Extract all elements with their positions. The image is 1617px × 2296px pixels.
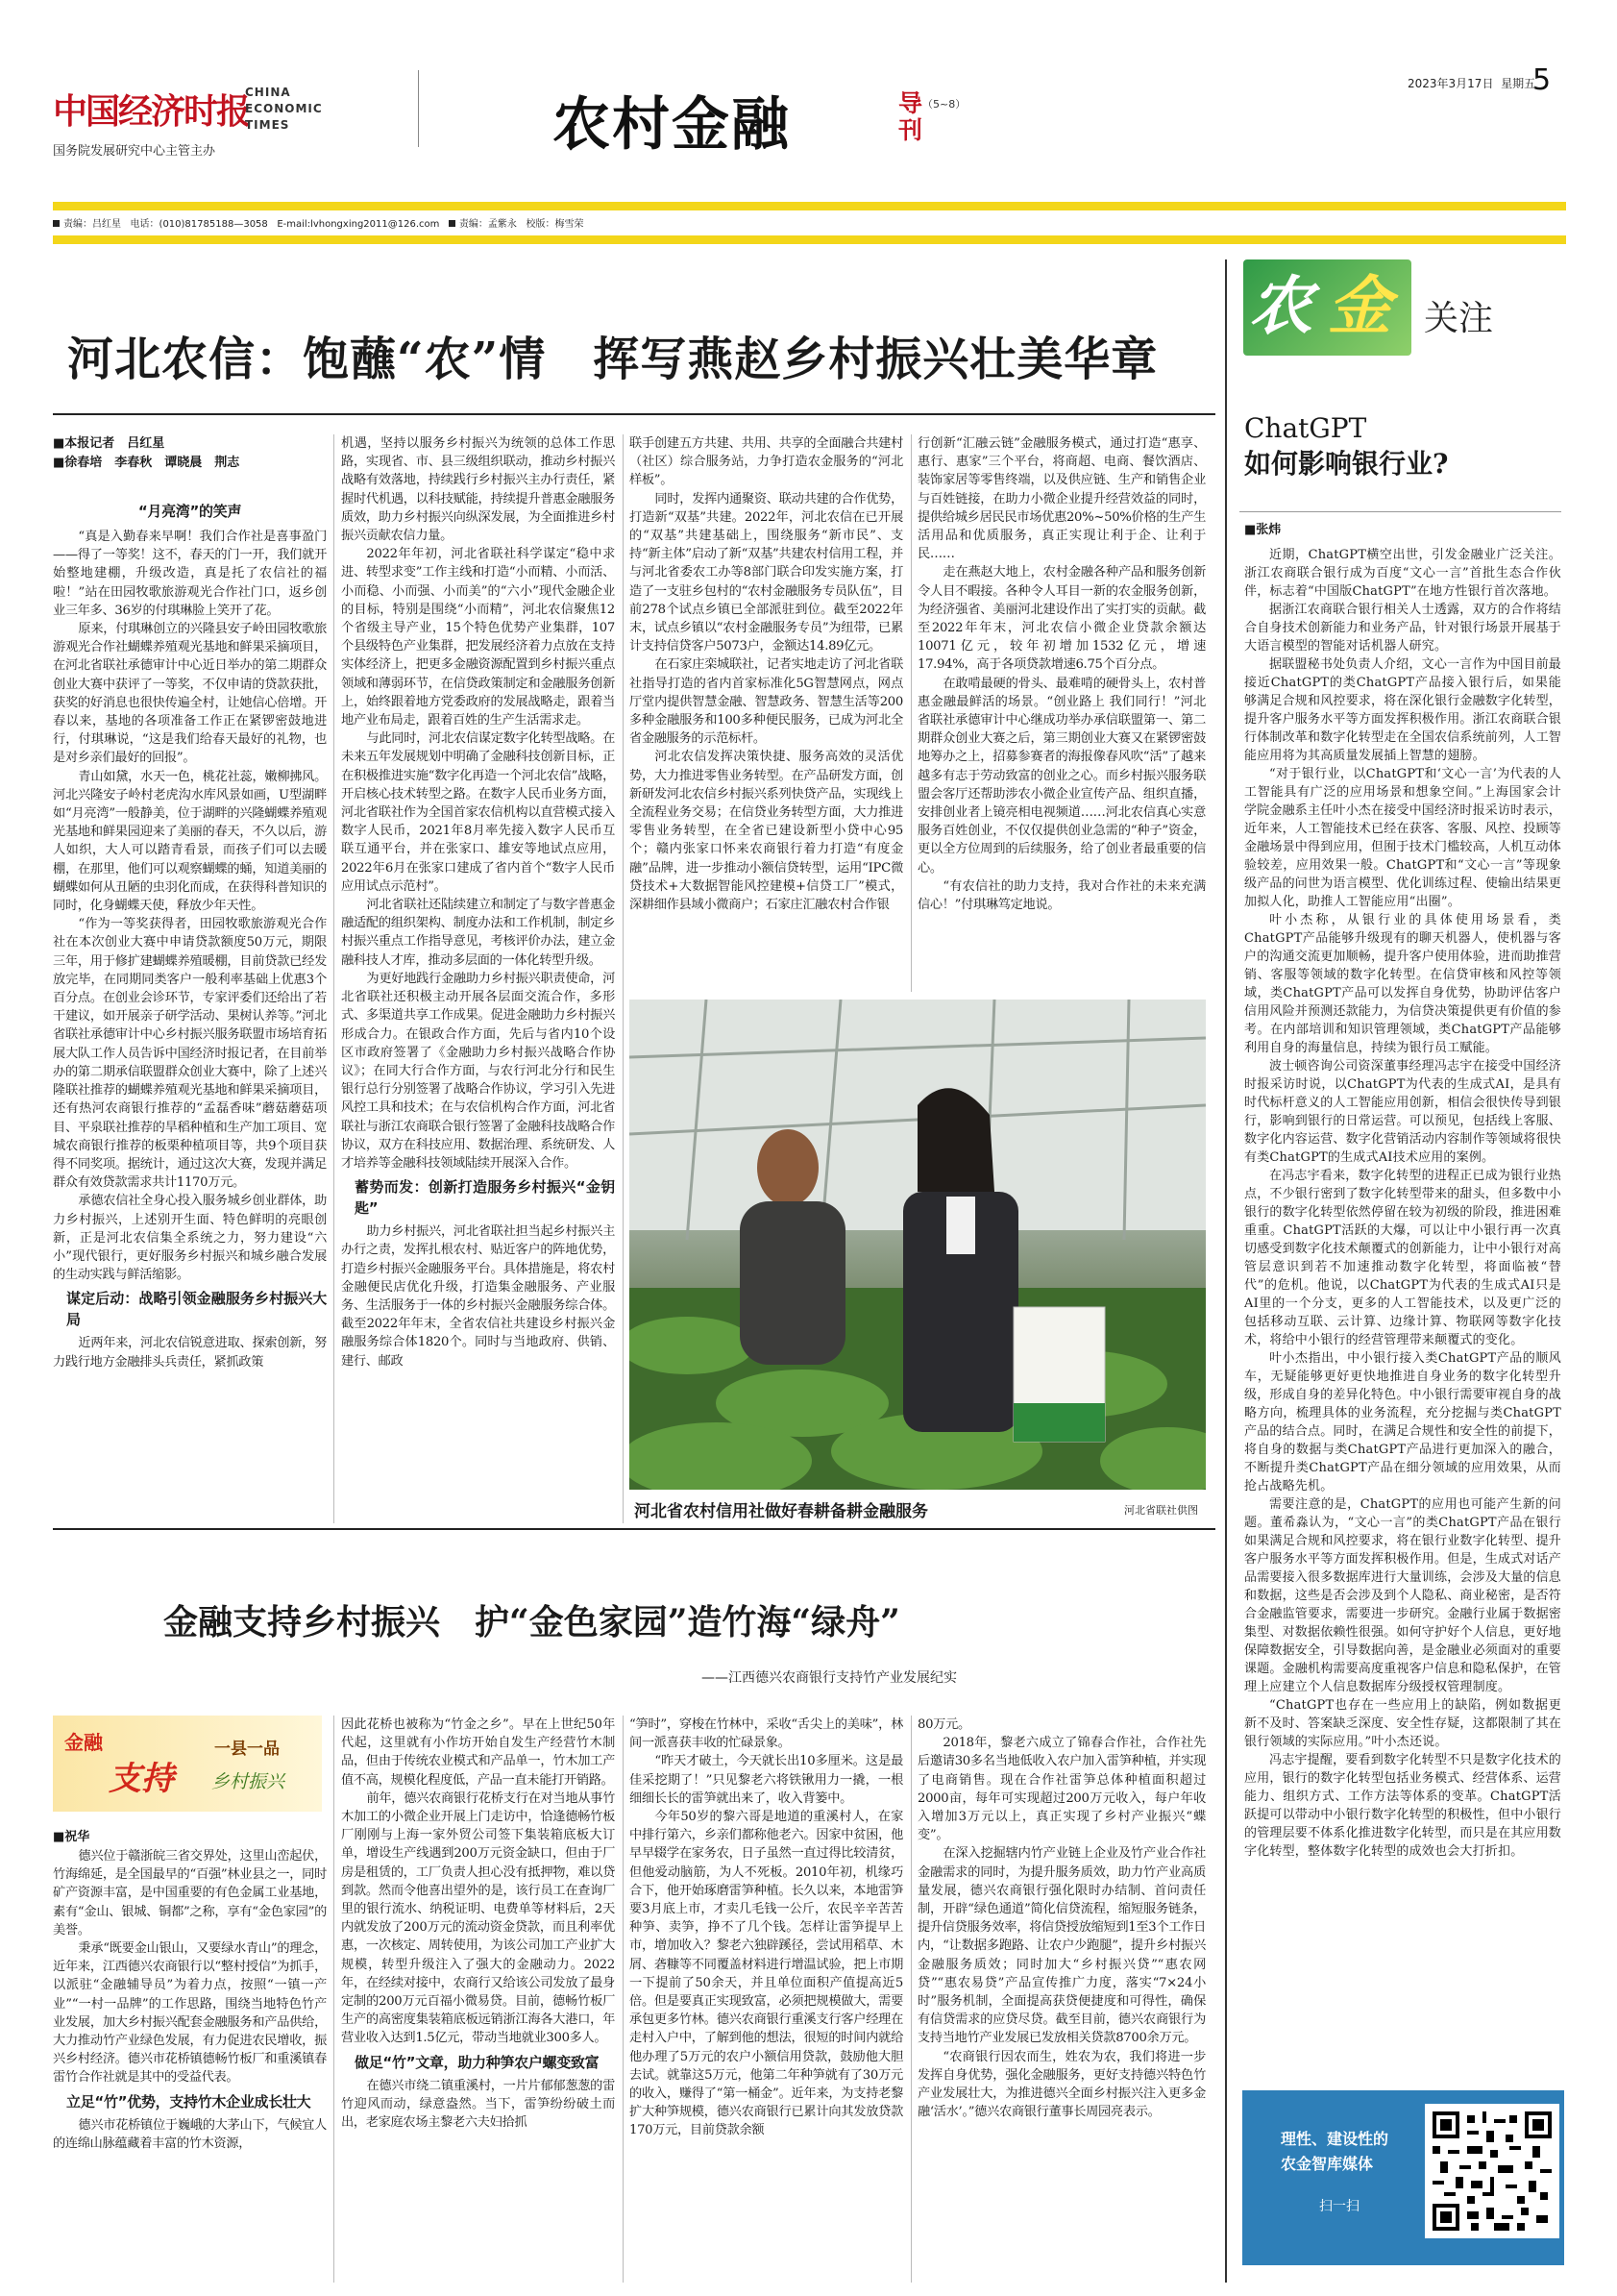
section-rule	[53, 1528, 1215, 1530]
logo-en-line: TIMES	[245, 118, 290, 132]
subheading: 蓄势而发：创新打造服务乡村振兴“金钥匙”	[355, 1178, 615, 1218]
badge-word-4: 乡村振兴	[211, 1771, 285, 1792]
badge-word-2: 支持	[109, 1760, 174, 1798]
subheading: 谋定后动：战略引领金融服务乡村振兴大局	[66, 1290, 327, 1329]
article1-col2	[341, 434, 615, 1523]
paragraph: “昨天才破土，今天就长出10多厘米。这是最佳采挖期了！”只见黎老六将铁锹用力一撬，一根细细长长的雷笋就出来了，收入背篓中。	[629, 1754, 903, 1806]
section-tag-text: 导刊	[898, 89, 923, 144]
article2-subtitle: ——江西德兴农商银行支持竹产业发展纪实	[701, 1670, 957, 1686]
qr-cta[interactable]: 扫一扫	[1319, 2199, 1360, 2214]
paragraph: 承德农信社全身心投入服务城乡创业群体，助力乡村振兴，上述别开生面、特色鲜明的亮眼创新，正是河北农信集全系统之力，努力建设“六小”现代银行，更好服务乡村振兴和城乡融合发展的生动实践与鲜活缩影。	[53, 1194, 327, 1283]
paragraph: 近两年来，河北农信锐意进取、探索创新，努力践行地方金融排头兵责任，紧抓政策	[53, 1336, 327, 1370]
byline-author: ■祝华	[53, 1830, 90, 1844]
column-divider	[911, 434, 912, 992]
paragraph: 同时，发挥内通聚资、联动共建的合作优势，打造新“双基”共建。2022年，河北农信在已开展的“双基”共建基础上，围绕服务“新市民”、支持“新主体”启动了新“双基”共建农村信用工程，并与河北省委农工办等8部门联合印发实施方案，打造了一支驻乡包村的“农村金融服务专员队伍”，目前278个试点乡镇已全部派驻到位。截至2022年末，试点乡镇以“农村金融服务专员”为纽带，已累计支持信贷客户5073户，金额达14.89亿元。	[629, 491, 903, 654]
paragraph: 在冯志宇看来，数字化转型的进程正已成为银行业热点，不少银行密到了数字化转型带来的甜头，但多数中小银行的数字化转型依然停留在较为初级的阶段，推进困难重重。ChatGPT活跃的大爆，可以让中小银行再一次真切感受到数字化技术颠覆式的创新能力，让中小银行对高管层意识到若不加速推动数字化转型，将面临被“替代”的危机。他说，以ChatGPT为代表的生成式AI只是AI里的一个分支，更多的人工智能技术，以及更广泛的包括移动互联、云计算、边缘计算、物联网等数字化技术，将给中小银行的经营管理带来颠覆式的变化。	[1244, 1169, 1561, 1347]
column-divider	[333, 434, 334, 1523]
info-bar-stripe-bottom	[53, 235, 1566, 244]
paragraph: 今年50岁的黎六哥是地道的重溪村人，在家中排行第六，乡亲们都称他老六。因家中贫困，他早早辍学在家务农，日子虽然一直过得比较清贫，但他爱动脑筋，为人不死板。2010年初，机缘巧合下，他开始琢磨雷笋种植。长久以来，本地雷笋要3月底上市，才卖几毛钱一公斤，农民辛辛苦苦种笋、卖笋，挣不了几个钱。怎样让雷笋提早上市，增加收入？黎老六独辟蹊径，尝试用稻草、木屑、砻糠等不同覆盖材料进行增温试验，把上市期一下提前了50余天，并且单位面积产值提高近5倍。但是要真正实现致富，必须把规模做大，需要承包更多竹林。德兴农商银行重溪支行客户经理在走村入户中，了解到他的想法，很短的时间内就给他办理了5万元的农户小额信用贷款，鼓励他大胆去试。就靠这5万元，他第二年种笋就有了30万元的收入，赚得了“第一桶金”。近年来，为支持老黎扩大种笋规模，德兴农商银行已累计向其发放贷款170万元，目前贷款余额	[629, 1810, 903, 2138]
paragraph: 近期，ChatGPT横空出世，引发金融业广泛关注。浙江农商联合银行成为百度“文心一言”首批生态合作伙伴，标志着“中国版ChatGPT”在地方性银行首次落地。	[1244, 548, 1561, 599]
paragraph: 据联盟秘书处负责人介绍，文心一言作为中国目前最接近ChatGPT的类ChatGPT产品接入银行后，如果能够满足合规和风控要求，将在深化银行金融数字化转型，提升客户服务水平等方面发挥积极作用。浙江农商联合银行体制改革和数字化转型走在全国农信系统前列，人工智能应用将为其高质量发展插上智慧的翅膀。	[1244, 657, 1561, 763]
paragraph: 行创新“汇融云链”金融服务模式，通过打造“惠享、惠行、惠家”三个平台，将商超、电商、餐饮酒店、装饰家居等零售终端，以及供应链、生产和销售企业与百姓链接，在助力小微企业提升经营效益的同时，提供给城乡居民民市场优惠20%~50%价格的生产生活用品和优质服务，真正实现让利于企、让利于民……	[918, 436, 1206, 562]
article1-col3	[629, 434, 903, 992]
editor-text: 责编：吕红星	[63, 219, 121, 230]
paragraph: 在深入挖掘辖内竹产业链上企业及竹产业合作社金融需求的同时，为提升服务质效，助力竹产业高质量发展，德兴农商银行强化限时办结制、首问责任制，开辟“绿色通道”简化信贷流程，缩短服务链条，提升信贷服务效率，将信贷授放缩短到1至3个工作日内，“让数据多跑路、让农户少跑腿”，提升乡村振兴金融服务质效；同时加大“乡村振兴贷”“惠农网贷”“惠农易贷”产品宣传推广力度，落实“7×24小时”服务机制，全面提高获贷便捷度和可得性，确保有信贷需求的应贷尽贷。截至目前，德兴农商银行为支持当地竹产业发展已发放相关贷款8700余万元。	[918, 1846, 1206, 2046]
column-banner	[1239, 258, 1566, 358]
section-range: （5~8）	[922, 98, 967, 111]
column-headline	[1244, 411, 1561, 482]
subheading: 做足“竹”文章，助力种笋农户螺变致富	[355, 2053, 600, 2071]
article1-col4	[918, 434, 1206, 992]
column-divider	[623, 434, 624, 1523]
date-text: 2023年3月17日	[1408, 77, 1494, 90]
paragraph: 走在燕赵大地上，农村金融各种产品和服务创新令人目不暇接。各种令人耳目一新的农金服务创新，为经济强省、美丽河北建设作出了实打实的贡献。截至2022年年末，河北农信小微企业贷款余额达10071亿元，较年初增加1532亿元，增速17.94%，高于各项贷款增速6.75个百分点。	[918, 565, 1206, 673]
paragraph: 青山如黛，水天一色，桃花社蕊，嫩柳拂风。河北兴隆安子岭村老虎沟水库风景如画，U型湖畔如“月亮湾”一般静美，位于湖畔的兴隆蝴蝶养殖观光基地和鲜果园迎来了美丽的春天，不久以后，游人如织，大人可以踏青看景，而孩子们可以去暖棚，在那里，他们可以观察蝴蝶的蛹，知道美丽的蝴蝶如何从丑陋的虫羽化而成，在获得科普知识的同时，化身蝴蝶天使，释放少年天性。	[53, 769, 327, 914]
section-title: 农村金融	[552, 91, 791, 159]
column-headline-line2: 如何影响银行业?	[1244, 448, 1449, 480]
column-body	[1244, 546, 1561, 2093]
logo-en	[245, 85, 323, 134]
paragraph: 叶小杰指出，中小银行接入类ChatGPT产品的顺风车，无疑能够更好更快地推进自身业务的数字化转型升级，形成自身的差异化特色。中小银行需要审视自身的战略方向，梳理具体的业务流程，充分挖掘与类ChatGPT产品的结合点。同时，在满足合规性和安全性的前提下，将自身的数据与类ChatGPT产品进行更加深入的融合，不断提升类ChatGPT产品在细分领域的应用效果，从而抢占战略先机。	[1244, 1351, 1561, 1494]
photo-caption: 河北省农村信用社做好春耕备耕金融服务	[634, 1502, 928, 1521]
article1-headline: 河北农信：饱蘸“农”情 挥写燕赵乡村振兴壮美华章	[67, 333, 1159, 386]
paragraph: 机遇，坚持以服务乡村振兴为统领的总体工作思路，实现省、市、县三级组织联动，推动乡村振兴战略有效落地，持续践行乡村振兴主办行责任，紧握时代机遇，以科技赋能，持续提升普惠金融服务质效，助力乡村振兴向纵深发展，为全面推进乡村振兴贡献农信力量。	[341, 436, 615, 544]
paragraph: “有农信社的助力支持，我对合作社的未来充满信心！”付琪琳笃定地说。	[918, 878, 1206, 913]
banner-title-a: 农	[1249, 268, 1312, 343]
qr-line1: 理性、建设性的	[1281, 2130, 1389, 2148]
page-number: 5	[1532, 63, 1552, 97]
article2-col4	[918, 1716, 1206, 2283]
paragraph: 助力乡村振兴，河北省联社担当起乡村振兴主办行之责，发挥扎根农村、贴近客户的阵地优势，打造乡村振兴金融服务平台。具体措施是，将农村金融便民店优化升级，打造集金融服务、产业服务、生活服务于一体的乡村振兴金融服务综合体。截至2022年年末，全省农信社共建设乡村振兴金融服务综合体1820个。同时与当地政府、供销、建行、邮政	[341, 1224, 615, 1369]
paragraph: 在敢啃最硬的骨头、最难啃的硬骨头上，农村普惠金融最鲜活的场景。“创业路上 我们同行！”河北省联社承德审计中心继成功举办承信联盟第一、第二期群众创业大赛之后，第三期创业大赛又在紧锣密鼓地筹办之上，招募参赛者的海报像春风吹“活”了越来越多有志于劳动致富的创业之心。而乡村振兴服务联盟会客厅还帮助涉农小微企业宣传产品、组织直播，安排创业者上镜亮相电视频道……河北农信真心实意服务百姓创业，不仅仅提供创业急需的“种子”资金，更以全方位周到的后续服务，给了创业者最重要的信心。	[918, 676, 1206, 876]
paragraph: “笋时”，穿梭在竹林中，采收“舌尖上的美味”，林间一派喜获丰收的忙碌景象。	[629, 1717, 903, 1751]
column-byline-rule	[1239, 511, 1561, 512]
issue-date	[1408, 75, 1535, 91]
info-bar-stripe	[53, 202, 1566, 210]
article1-col1	[53, 495, 327, 1523]
paragraph: 德兴位于赣浙皖三省交界处，这里山峦起伏，竹海绵延，是全国最早的“百强”林业县之一，同时矿产资源丰富，是中国重要的有色金属工业基地，素有“金山、银城、铜都”之称，享有“金色家园”的美誉。	[53, 1849, 327, 1938]
typesetter-text: 责编：孟紫永	[458, 219, 517, 230]
logo-en-line: ECONOMIC	[245, 102, 323, 115]
badge-word-1: 金融	[64, 1731, 103, 1754]
article1-photo	[629, 1000, 1206, 1490]
paragraph: 河北省联社还陆续建立和制定了与数字普惠金融适配的组织架构、制度办法和工作机制，制定乡村振兴重点工作指导意见，考核评价办法，建立金融科技人才库，推动多层面的一体化转型升级。	[341, 898, 615, 968]
article2-byline	[53, 1826, 89, 1844]
badge-word-3: 一县一品	[214, 1740, 280, 1759]
proof-text: 校版：梅雪荣	[526, 219, 584, 230]
column-divider	[333, 1716, 334, 2283]
paragraph: 前年，德兴农商银行花桥支行在对当地从事竹木加工的小微企业开展上门走访中，恰逢德畅竹板厂刚刚与上海一家外贸公司签下集装箱底板大订单，增设生产线遇到200万元资金缺口，但由于厂房是租赁的，工厂负责人担心没有抵押物，难以贷到款。然而令他喜出望外的是，该行员工在查询厂里的银行流水、纳税证明、电费单等材料后，2天内就发放了200万元的流动资金贷款，而且利率优惠，一次核定、周转使用，为该公司加工产业扩大规模，转型升级注入了强大的金融动力。2022年，在经续对接中，农商行又给该公司发放了最身定制的200万元百福小微易贷。目前，德畅竹板厂生产的高密度集装箱底板远销浙江海各大港口，年营业收入达到1.5亿元，带动当地就业300多人。	[341, 1790, 615, 2046]
article2-col3	[629, 1716, 903, 2283]
paragraph: “农商银行因农而生，姓农为农，我们将进一步发挥自身优势，强化金融服务，更好支持德兴特色竹产业发展壮大，为推进德兴全面乡村振兴注入更多金融‘活水’。”德兴农商银行董事长周园亮表示。	[918, 2049, 1206, 2120]
paragraph: 联手创建五方共建、共用、共享的全面融合共建村（社区）综合服务站，力争打造农金服务的“河北样板”。	[629, 436, 903, 488]
column-headline-line1: ChatGPT	[1244, 412, 1367, 444]
paragraph: 原来，付琪琳创立的兴隆县安子岭田园牧歌旅游观光合作社蝴蝶养殖观光基地和鲜果采摘项目，在河北省联社承德审计中心近日举办的第二期群众创业大赛中获评了一等奖，不仅申请的贷款获批，获奖的好消息也很快传遍全村，让她信心倍增。开春以来，基地的各项准备工作正在紧锣密鼓地进行，付琪琳说，“这是我们给春天最好的礼物，也是对乡亲们最好的回报”。	[53, 622, 327, 766]
banner-title-b: 金	[1328, 268, 1391, 343]
byline-reporter: ■本报记者 吕红星	[53, 436, 165, 451]
paragraph: 在德兴市绕二镇重溪村，一片片郁郁葱葱的雷竹迎风而动，绿意盎然。当下，雷笋纷纷破土而出，老家庭农场主黎老六夫妇拾抓	[341, 2078, 615, 2131]
phone-text: 电话：(010)81785188—3058	[130, 219, 268, 230]
paragraph: “作为一等奖获得者，田园牧歌旅游观光合作社在本次创业大赛中申请贷款额度50万元，期限三年，用于修扩建蝴蝶养殖暖棚，目前贷款已经发放完毕，在同期同类客户一般利率基础上优惠3个百分点。在创业会诊环节，专家评委们还给出了若干建议，如开展亲子研学活动、果树认养等。”河北省联社承德审计中心乡村振兴服务联盟市场培育拓展大队工作人员告诉中国经济时报记者，在目前举办的第二期承信联盟群众创业大赛中，除了上述兴隆联社推荐的蝴蝶养殖观光基地和鲜果采摘项目，还有热河农商银行推荐的“孟磊香味”蘑菇蘑菇项目、平泉联社推荐的旱稻种植和生产加工项目、宽城农商银行推荐的板栗种植项目等，共9个项目获得不同奖项。据统计，通过这次大赛，发现并满足群众有效贷款需求共计1170万元。	[53, 917, 327, 1191]
photo-scene	[629, 1000, 1206, 1490]
headline-rule	[53, 413, 1215, 415]
qr-code-graphic	[1433, 2111, 1552, 2231]
paragraph: 为更好地践行金融助力乡村振兴职责使命，河北省联社还积极主动开展各层面交流合作，多形式、多渠道共享工作成果。促进金融助力乡村振兴形成合力。在银政合作方面，先后与省内10个设区市政府签署了《金融助力乡村振兴战略合作协议》；在同大行合作方面，与农行河北分行和民生银行总行分别签署了战略合作协议，学习引入先进风控工具和技术；在与农信机构合作方面，河北省联社与浙江农商联合银行签署了金融科技战略合作协议，双方在科技应用、数据治理、系统研发、人才培养等金融科技领域陆续开展深入合作。	[341, 971, 615, 1171]
paragraph: 80万元。	[918, 1717, 970, 1732]
byline-contributors: ■徐春培 李春秋 谭晓晨 荆志	[53, 456, 240, 470]
qr-code-icon[interactable]	[1425, 2104, 1559, 2238]
paragraph: 与此同时，河北农信谋定数字化转型战略。在未来五年发展规划中明确了金融科技创新目标，正在积极推进实施“数字化再造一个河北农信”战略，开启核心技术转型之路。在数字人民币业务方面，河北省联社作为全国首家农信机构以直营模式接入数字人民币，2021年8月率先接入数字人民币互联互通平台，并在张家口、雄安等地试点应用，2022年6月在张家口建成了省内首个“数字人民币应用试点示范村”。	[341, 731, 615, 894]
email-text: E-mail:lvhongxing2011@126.com	[277, 219, 440, 230]
paragraph: 因此花桥也被称为“竹金之乡”。早在上世纪50年代起，这里就有小作坊开始自发生产经营竹木制品，但由于传统农业模式和产品单一，竹木加工产值不高，规模化程度低，产品一直未能打开销路。	[341, 1717, 615, 1788]
info-bar	[53, 202, 1566, 244]
paragraph: 在石家庄栾城联社，记者实地走访了河北省联社指导打造的省内首家标准化5G智慧网点，网点厅堂内提供智慧金融、智慧政务、智慧生活等200多种金融服务和100多种便民服务，已成为河北全省金融服务的示范标杆。	[629, 657, 903, 747]
column-divider	[623, 1716, 624, 2283]
paragraph: “真是入勤春来早啊！我们合作社是喜事盈门——得了一等奖！这不，春天的门一开，我们就开始整地建棚，升级改造，真是托了农信社的福啦！”站在田园牧歌旅游观光合作社门口，返乡创业三年多、36岁的付琪琳脸上笑开了花。	[53, 530, 327, 618]
sidebar-divider	[1225, 259, 1227, 2283]
column-byline: ■张炜	[1244, 523, 1282, 537]
square-icon	[53, 220, 60, 227]
paragraph: 德兴市花桥镇位于巍峨的大茅山下，气候宜人的连绵山脉蕴藏着丰富的竹木资源，	[53, 2117, 327, 2151]
paragraph: 秉承“既要金山银山，又要绿水青山”的理念，近年来，江西德兴农商银行以“整村授信”为抓手，以派驻“金融辅导员”为着力点，按照“一镇一产业”“一村一品牌”的工作思路，围绕当地特色竹产业发展，加大乡村振兴配套金融服务和产品供给，大力推动竹产业绿色发展，有力促进农民增收，振兴乡村经济。德兴市花桥镇德畅竹板厂和重溪镇春雷竹合作社就是其中的受益代表。	[53, 1941, 327, 2086]
article2-headline: 金融支持乡村振兴 护“金色家园”造竹海“绿舟”	[163, 1602, 900, 1642]
paragraph: 河北农信发挥决策快捷、服务高效的灵活优势，大力推进零售业务转型。在产品研发方面，创新研发河北农信乡村振兴系列快贷产品，实现线上全流程业务交易；在信贷业务转型方面，大力推进零售业务转型，在全省已建设新型小贷中心95个；赣内张家口怀来农商银行着力打造“有度金融”品牌，进一步推动小额信贷转型，运用“IPC微贷技术+大数据智能风控建模+信贷工厂”模式，深耕细作县域小微商户；石家庄汇融农村合作银	[629, 750, 903, 913]
paragraph: 冯志宇提醒，要看到数字化转型不只是数字化技术的应用，银行的数字化转型包括业务模式、经营体系、运营能力、组织方式、工作方法等体系的变革。ChatGPT活跃提可以带动中小银行数字化转型的积极性，但中小银行的管理层要不体系化推进数字化转型，而只是在其应用数字化转型，整体数字化转型的成效也会大打折扣。	[1244, 1753, 1561, 1859]
bag-stripe	[1014, 1403, 1105, 1442]
article2-col1	[53, 1847, 327, 2280]
banner-title-c: 关注	[1424, 299, 1494, 338]
article2-col2	[341, 1716, 615, 2283]
qr-promo	[1242, 2090, 1564, 2265]
paragraph: 2022年年初，河北省联社科学谋定“稳中求进、转型求变”工作主线和打造“小而精、小而活、小而稳、小而强、小而美”的“六小”现代金融企业的目标，特别是围绕“小而精”，河北农信聚焦12个省级主导产业，15个特色优势产业集群，107个县级特色产业集群，把发展经济着力点放在支持实体经济上，把更多金融资源配置到乡村振兴重点领域和薄弱环节，在信贷政策制定和金融服务创新上，始终跟着地方党委政府的发展战略走，跟着当地产业布局走，跟着百姓的生产生活需求走。	[341, 547, 615, 728]
newspaper-logo[interactable]: 中国经济时报	[53, 91, 250, 132]
weekday-text: 星期五	[1501, 77, 1536, 90]
logo-en-line: CHINA	[245, 86, 291, 99]
article2-badge	[53, 1716, 322, 1812]
subheading: “月亮湾”的笑声	[137, 503, 242, 520]
paragraph: 叶小杰称，从银行业的具体使用场景看，类ChatGPT产品能够升级现有的聊天机器人，使机器与客户的沟通交流更加顺畅，提升客户使用体验，进而助推营销、客服等领域的数字化转型。在信贷审核和风控等领域，类ChatGPT产品可以发挥自身优势，协助评估客户信用风险并预测还款能力，为信贷决策提供更有价值的参考。在内部培训和知识管理领域，类ChatGPT产品能够利用自身的海量信息，持续为银行员工赋能。	[1244, 913, 1561, 1055]
paragraph: 波士顿咨询公司资深董事经理冯志宇在接受中国经济时报采访时说，以ChatGPT为代表的生成式AI，是具有时代标杆意义的人工智能应用创新，相信会很快传导到银行，影响到银行的日常运营。可以预见，包括线上客服、数字化内容运营、数字化营销活动内容制作等领域将很快有类ChatGPT的生成式AI技术应用的案例。	[1244, 1059, 1561, 1165]
article1-byline	[53, 434, 341, 473]
square-icon	[449, 220, 455, 227]
paragraph: “ChatGPT也存在一些应用上的缺陷，例如数据更新不及时、答案缺乏深度、安全性存疑，这都限制了其在银行领域的实际应用。”叶小杰还说。	[1244, 1698, 1561, 1749]
sponsor-line: 国务院发展研究中心主管主办	[53, 144, 216, 159]
paragraph: 据浙江农商联合银行相关人士透露，双方的合作将结合自身技术创新能力和业务产品，针对银行场景开展基于大语言模型的智能对话机器人研究。	[1244, 603, 1561, 654]
masthead-divider	[418, 70, 419, 147]
qr-line2: 农金智库媒体	[1281, 2155, 1374, 2173]
masthead	[53, 56, 1566, 161]
paragraph: “对于银行业，以ChatGPT和‘文心一言’为代表的人工智能具有广泛的应用场景和想象空间。”上海国家会计学院金融系主任叶小杰在接受中国经济时报采访时表示，近年来，人工智能技术已经在获客、客服、风控、投顾等金融场景中得到应用，但囿于技术门槛较高，人机互动体验较差，应用效果一般。ChatGPT和“文心一言”等现象级产品的问世为语言模型、优化训练过程、使输出结果更加拟人化，助推人工智能应用“出圈”。	[1244, 767, 1561, 909]
paragraph: 需要注意的是，ChatGPT的应用也可能产生新的问题。董希淼认为，“文心一言”的类ChatGPT产品在银行如果满足合规和风控要求，将在银行业数字化转型、提升客户服务水平等方面发挥积极作用。但是，生成式对话产品需要接入很多数据库进行大量训练，会涉及大量的信息和数据，这些是否会涉及到个人隐私、商业秘密，是否符合金融监管要求，需要进一步研究。金融行业属于数据密集型、对数据依赖性很强。如何守护好个人信息，更好地保障数据安全，引导数据向善，是金融业必须面对的重要课题。金融机构需要高度重视客户信息和隐私保护，在管理上应建立个人信息数据库分级授权管理制度。	[1244, 1497, 1561, 1694]
photo-credit: 河北省联社供图	[1124, 1504, 1198, 1517]
paragraph: 2018年，黎老六成立了锦春合作社，合作社先后邀请30多名当地低收入农户加入雷笋种植，并实现了电商销售。现在合作社雷笋总体种植面积超过2000亩，每年可实现超过200万元收入，每户年收入增加3万元以上，真正实现了乡村产业振兴“蝶变”。	[918, 1736, 1206, 1843]
subheading: 立足“竹”优势，支持竹木企业成长壮大	[66, 2092, 311, 2111]
info-bar-text	[53, 215, 583, 230]
column-divider	[911, 1716, 912, 2283]
